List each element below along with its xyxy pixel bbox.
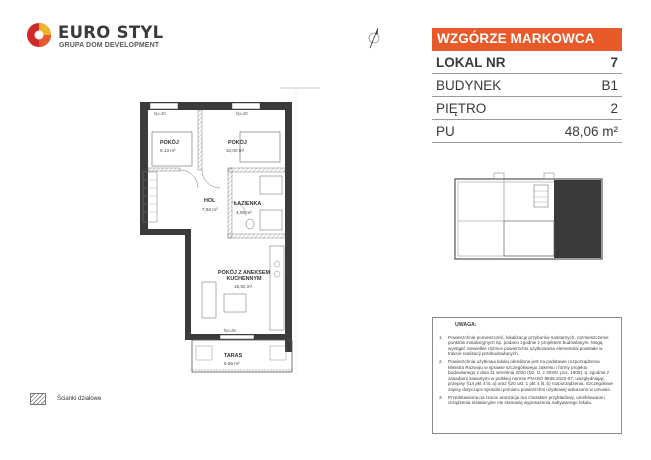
window-height-label: hp=20 [154,111,166,116]
info-label: PIĘTRO [436,100,487,116]
info-value: 48,06 m² [564,123,618,139]
notes-title: UWAGA: [455,322,477,328]
floor-plan-drawing [120,84,320,384]
room-area: 6,56 m² [224,361,240,366]
partition-wall-swatch [30,393,46,405]
room-area: 10,00 m² [226,148,245,153]
info-row-unit [432,51,622,74]
room-name: HOL [204,198,216,204]
euro-styl-logo-icon [26,22,52,48]
floor-plan [120,84,320,384]
info-row-building [432,74,622,97]
note-number: 1. [439,334,443,340]
info-value: B1 [601,77,618,93]
room-name: TARAS [224,353,243,359]
note-number: 3. [439,394,443,400]
room-area: 9,13 m² [160,148,176,153]
info-label: LOKAL NR [436,54,506,70]
note-item [439,335,615,357]
room-name: POKÓJ [228,140,247,146]
note-text: Powierzchnię pomieszczeń, lokalizację przyborów sanitarnych, rozmieszczenie punktów instalacyjnych itp. podano zgodnie z projektem budowlanym. Mogą wystąpić niewielkie różnice powierzchni użytkowania elementów powstałe w trakcie realizacji przebudowlanych. [448,334,609,357]
notes-list [439,335,615,406]
apartment-info-table [432,28,622,143]
window-height-label: hp=25 [224,328,236,333]
building-key-plan [454,171,604,261]
north-arrow-icon [363,26,385,50]
note-text: Przedstawiona na rzucie aranżacja ma charakter przykładowy, umeblowanie i urządzenia instalacyjne nie stanowią wyposażenia nabywanego lokalu. [448,394,606,406]
highlighted-unit [554,180,601,258]
room-area: 16,92 m² [234,284,253,289]
brand-tagline: GRUPA DOM DEVELOPMENT [59,42,160,49]
notes-box [432,317,622,434]
euro-styl-logo [26,22,176,54]
info-label: BUDYNEK [436,77,502,93]
room-name: POKÓJ [160,140,179,146]
info-row-area [432,120,622,143]
note-text: Powierzchnia użytkowa lokalu określona jest na podstawie rozporządzenia Ministra Rozwoju w sprawie szczegółowego zakresu i formy projektu budowlanego z dnia 11 września 2020 (Dz. U. z 2020r. poz. 1609), tj. zgodnie z zasadami zawartymi w polskiej normie PN-ISO 9836:2022-07, uwzględniając przepisy §14 pkt 4 lit. a) oraz §20 ust. 1 pkt 4 lit. b) rozporządzenia. Szczegółowe zapisy dotyczące sposobu pomiaru powierzchni użytkowej wskazano w umowie. [448,358,613,392]
note-item [439,359,615,393]
room-area: 4,09 m² [236,210,252,215]
info-row-floor [432,97,622,120]
note-item [439,395,615,406]
brand-name: EURO STYL [58,23,164,42]
project-name: WZGÓRZE MARKOWCA [432,28,622,51]
room-name: POKÓJ Z ANEKSEM KUCHENNYM [218,270,270,282]
note-number: 2. [439,358,443,364]
room-name: ŁAZIENKA [234,201,262,207]
info-value: 2 [610,100,618,116]
window-height-label: hp=20 [236,111,248,116]
legend-label: Ścianki działowe [57,396,102,402]
room-area: 7,92 m² [202,207,218,212]
info-value: 7 [610,54,618,70]
info-label: PU [436,123,455,139]
